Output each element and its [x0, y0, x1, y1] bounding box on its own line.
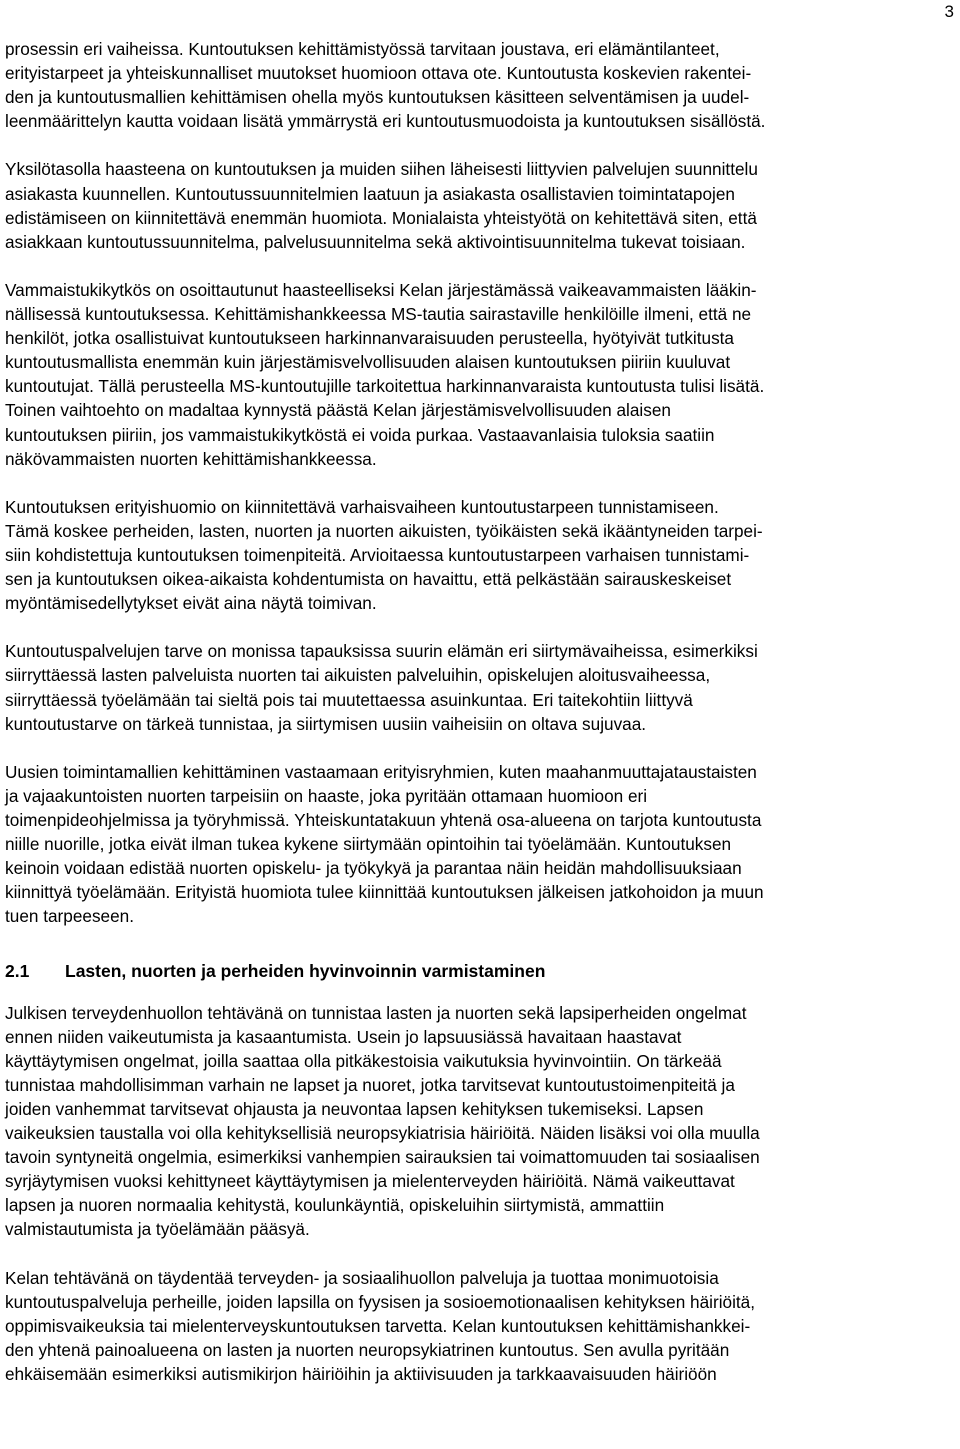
- text-line: keinoin voidaan edistää nuorten opiskelu- ja työkykyä ja parantaa näin heidän mahdollisuuksiaan: [5, 858, 742, 879]
- page-body: [5, 37, 955, 1386]
- text-line: nällisessä kuntoutuksessa. Kehittämishankkeessa MS-tautia sairastaville henkilöille ilmeni, että ne: [5, 304, 752, 325]
- paragraph-kuntoutus-kehittaminen: [5, 37, 955, 133]
- paragraph-gap: [5, 471, 955, 495]
- text-line: lapsen ja nuoren normaalia kehitystä, koulunkäyntiä, opiskeluihin siirtymistä, ammattiin: [5, 1195, 665, 1216]
- paragraph-gap: [5, 254, 955, 278]
- text-line: Kelan tehtävänä on täydentää terveyden- ja sosiaalihuollon palveluja ja tuottaa monimuotoisia: [5, 1267, 719, 1288]
- text-line: Kuntoutuspalvelujen tarve on monissa tapauksissa suurin elämän eri siirtymävaiheissa, esimerkiksi: [5, 641, 758, 662]
- paragraph-erityishuomio: [5, 495, 955, 615]
- paragraph-vammaistukikytkos: [5, 278, 955, 471]
- paragraph-gap: [5, 1242, 955, 1266]
- text-line: joiden vanhemmat tarvitsevat ohjausta ja neuvontaa lapsen kehityksen tukemiseksi. Lapsen: [5, 1098, 704, 1119]
- text-line: kuntoutuksen piiriin, jos vammaistukikytköstä ei voida purkaa. Vastaavanlaisia tuloksia saatiin: [5, 424, 715, 445]
- text-line: kuntoutustarve on tärkeä tunnistaa, ja siirtymisen uusiin vaiheisiin on oltava sujuvaa.: [5, 713, 647, 734]
- text-line: siin kohdistettuja kuntoutuksen toimenpiteitä. Arvioitaessa kuntoutustarpeen varhaisen tunnistami-: [5, 544, 750, 565]
- paragraph-gap: [5, 736, 955, 760]
- text-line: sen ja kuntoutuksen oikea-aikaista kohdentumista on havaittu, että pelkästään sairauskeskeiset: [5, 569, 732, 590]
- text-line: Julkisen terveydenhuollon tehtävänä on tunnistaa lasten ja nuorten sekä lapsiperheiden ongelmat: [5, 1002, 747, 1023]
- text-line: edistämiseen on kiinnitettävä enemmän huomiota. Monialaista yhteistyötä on kehitettävä siten, että: [5, 207, 757, 228]
- text-line: Yksilötasolla haasteena on kuntoutuksen ja muiden siihen läheisesti liittyvien palvelujen suunnittelu: [5, 159, 758, 180]
- text-line: Toinen vaihtoehto on madaltaa kynnystä päästä Kelan järjestämisvelvollisuuden alaisen: [5, 400, 671, 421]
- text-line: myöntämisedellytykset eivät aina näytä toimivan.: [5, 593, 377, 614]
- paragraph-toimintamallit: [5, 760, 955, 929]
- text-line: Uusien toimintamallien kehittäminen vastaamaan erityisryhmien, kuten maahanmuuttajataustaisten: [5, 761, 757, 782]
- section-heading: [5, 959, 955, 983]
- text-line: prosessin eri vaiheissa. Kuntoutuksen kehittämistyössä tarvitaan joustava, eri elämäntilanteet,: [5, 39, 720, 59]
- text-line: toimenpideohjelmissa ja työryhmissä. Yhteiskuntatakuun yhtenä osa-alueena on tarjota kuntoutusta: [5, 810, 762, 830]
- paragraph-gap: [5, 615, 955, 639]
- text-line: kuntoutujat. Tällä perusteella MS-kuntoutujille tarkoitettua harkinnanvaraista kuntoutusta tulisi lisätä.: [5, 376, 765, 397]
- text-line: asiakkaan kuntoutussuunnitelma, palvelusuunnitelma sekä aktivointisuunnitelma tukevat toisiaan.: [5, 231, 746, 252]
- text-line: ennen niiden vaikeutumista ja kasaantumista. Usein jo lapsuusiässä havaitaan haastavat: [5, 1026, 682, 1047]
- text-line: kiinnittyä työelämään. Erityistä huomiota tulee kiinnittää kuntoutuksen jälkeisen jatkohoidon ja muun: [5, 882, 764, 903]
- text-line: siirryttäessä lasten palveluista nuorten tai aikuisten palveluihin, opiskelujen aloitusvaiheessa,: [5, 665, 711, 686]
- text-line: käyttäytymisen ongelmat, joilla saattaa olla pitkäkestoisia vaikutuksia hyvinvointiin. On tärkeää: [5, 1050, 722, 1071]
- paragraph-siirtymavaiheet: [5, 639, 955, 735]
- text-line: ja vajaakuntoisten nuorten tarpeisiin on haaste, joka pyritään ottamaan huomioon eri: [5, 785, 648, 806]
- text-line: syrjäytymisen vuoksi kehittyneet käyttäytymisen ja mielenterveyden häiriöitä. Nämä vaikeuttavat: [5, 1171, 735, 1192]
- page-number: 3: [944, 2, 954, 21]
- text-line: ehkäisemään esimerkiksi autismikirjon häiriöihin ja aktiivisuuden ja tarkkaavaisuuden häiriöön: [5, 1363, 717, 1384]
- paragraph-kelan-tehtava: [5, 1266, 955, 1386]
- text-line: näkövammaisten nuorten kehittämishankkeessa.: [5, 448, 377, 469]
- paragraph-gap: [5, 133, 955, 157]
- text-line: den yhtenä painoalueena on lasten ja nuorten neuropsykiatrinen kuntoutus. Sen avulla pyritään: [5, 1339, 730, 1360]
- text-line: tavoin syntyneitä ongelmia, esimerkiksi vanhempien sairauksien tai voimattomuuden tai sosiaalisen: [5, 1147, 760, 1168]
- text-line: asiakasta kuunnellen. Kuntoutussuunnitelmien laatuun ja asiakasta osallistavien toimintatapojen: [5, 183, 735, 204]
- text-line: tunnistaa mahdollisimman varhain ne lapset ja nuoret, jotka tarvitsevat kuntoutustoimenpiteitä ja: [5, 1074, 735, 1095]
- text-line: valmistautumista ja työelämään pääsyä.: [5, 1219, 310, 1240]
- text-line: henkilöt, jotka osallistuivat kuntoutukseen harkinnanvaraisuuden perusteella, hyötyivät tutkitusta: [5, 328, 734, 349]
- text-line: erityistarpeet ja yhteiskunnalliset muutokset huomioon ottava ote. Kuntoutusta koskevien rakentei-: [5, 63, 752, 84]
- text-line: Kuntoutuksen erityishuomio on kiinnitettävä varhaisvaiheen kuntoutustarpeen tunnistamiseen.: [5, 496, 719, 517]
- text-line: niille nuorille, jotka eivät ilman tukea kykene siirtymään opintoihin tai työelämään. Kuntoutuksen: [5, 834, 732, 855]
- section-number: 2.1: [5, 960, 30, 981]
- paragraph-julkinen-terveydenhuolto: [5, 1001, 955, 1242]
- text-line: vaikeuksien taustalla voi olla kehityksellisiä neuropsykiatrisia häiriöitä. Näiden lisäksi voi olla muulla: [5, 1123, 760, 1144]
- text-line: leenmäärittelyn kautta voidaan lisätä ymmärrystä eri kuntoutusmuodoista ja kuntoutuksen sisällöstä.: [5, 111, 766, 132]
- text-line: tuen tarpeeseen.: [5, 906, 135, 927]
- text-line: oppimisvaikeuksia tai mielenterveyskuntoutuksen tarvetta. Kelan kuntoutuksen kehittämishankkei-: [5, 1315, 751, 1336]
- text-line: kuntoutusmallista enemmän kuin järjestämisvelvollisuuden alaisen kuntoutuksen piiriin kuuluvat: [5, 352, 731, 373]
- text-line: kuntoutuspalveluja perheille, joiden lapsilla on fyysisen ja sosioemotionaalisen kehityksen häiriöitä,: [5, 1291, 756, 1312]
- text-line: den ja kuntoutusmallien kehittämisen ohella myös kuntoutuksen käsitteen selventämisen ja uudel-: [5, 87, 750, 108]
- text-line: siirryttäessä työelämään tai sieltä pois tai muutettaessa asuinkuntaa. Eri taitekohtiin liittyvä: [5, 689, 693, 710]
- paragraph-yksilotaso: [5, 157, 955, 253]
- text-line: Tämä koskee perheiden, lasten, nuorten ja nuorten aikuisten, työikäisten sekä ikääntyneiden tarpei-: [5, 520, 763, 541]
- paragraph-gap: [5, 928, 955, 952]
- section-title: Lasten, nuorten ja perheiden hyvinvoinnin varmistaminen: [65, 960, 546, 981]
- text-line: Vammaistukikytkös on osoittautunut haasteelliseksi Kelan järjestämässä vaikeavammaisten lääkin-: [5, 279, 757, 300]
